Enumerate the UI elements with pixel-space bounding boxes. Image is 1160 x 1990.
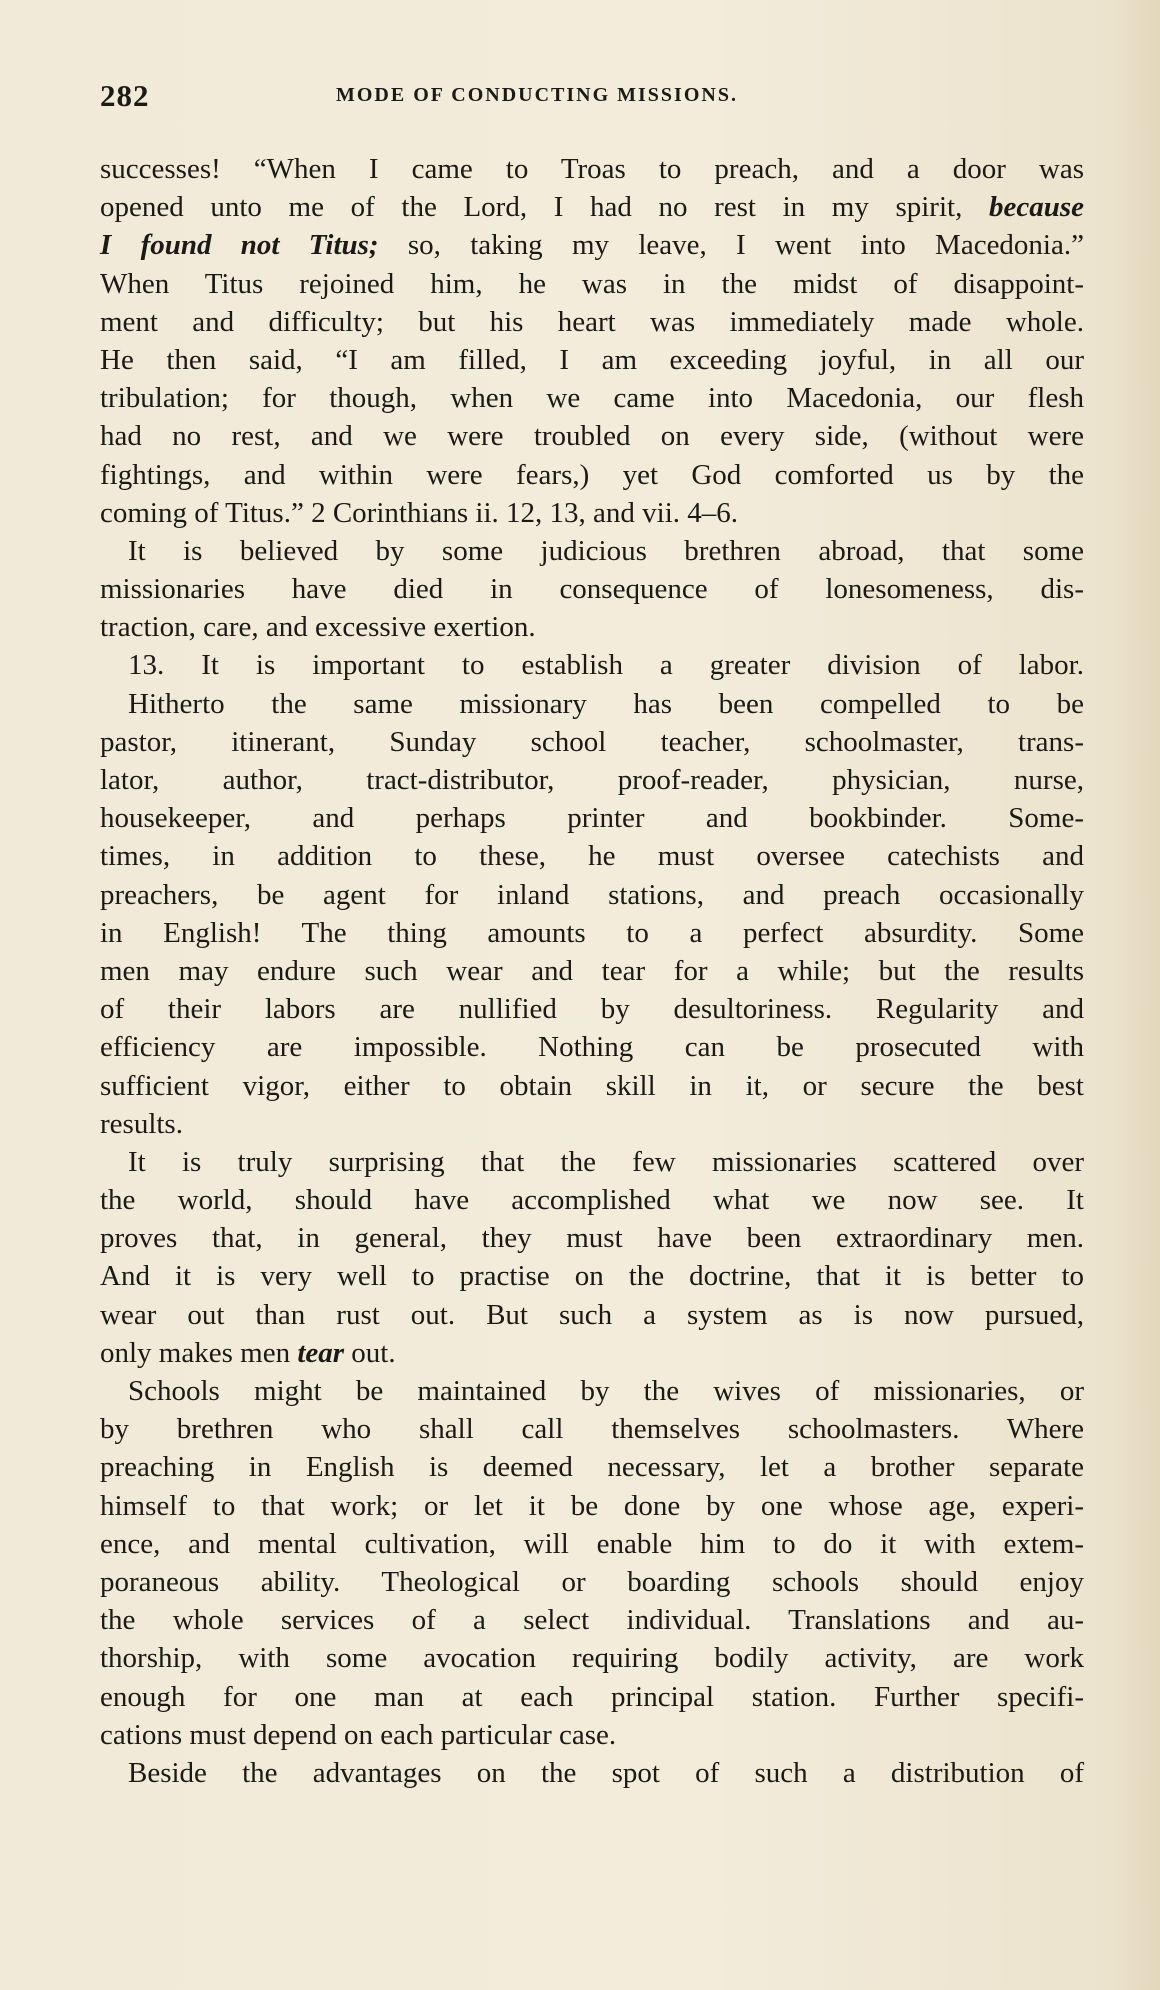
text-line: successes! “When I came to Troas to preach, and a door was [100, 153, 1084, 185]
text-line: of their labors are nullified by desultoriness. Regularity and [100, 993, 1084, 1026]
text-line: housekeeper, and perhaps printer and bookbinder. Some- [100, 802, 1084, 835]
text-line: coming of Titus.” 2 Corinthians ii. 12, 13, and vii. 4–6. [100, 496, 739, 529]
text-segment: so, taking my leave, I went into Macedonia.” [407, 229, 1084, 262]
section-heading: 13. It is important to establish a greater division of labor. [128, 649, 1084, 682]
text-line: missionaries have died in consequence of lonesomeness, dis- [100, 573, 1084, 606]
text-line: preachers, be agent for inland stations, and preach occasionally [100, 878, 1084, 911]
text-line: thorship, with some avocation requiring bodily activity, are work [100, 1642, 1084, 1675]
text-line: wear out than rust out. But such a system as is now pursued, [100, 1298, 1084, 1331]
text-line: It is believed by some judicious brethren abroad, that some [128, 534, 1084, 567]
text-line: himself to that work; or let it be done by one whose age, experi- [100, 1489, 1084, 1522]
text-line: When Titus rejoined him, he was in the midst of disappoint- [100, 267, 1084, 300]
running-head: MODE OF CONDUCTING MISSIONS. [336, 84, 738, 106]
text-line: pastor, itinerant, Sunday school teacher, schoolmaster, trans- [100, 725, 1084, 758]
text-line: traction, care, and excessive exertion. [100, 611, 536, 644]
page-header [100, 72, 1084, 116]
text-segment: only makes men [100, 1336, 291, 1369]
text-line: And it is very well to practise on the doctrine, that it is better to [100, 1260, 1084, 1293]
text-line: sufficient vigor, either to obtain skill in it, or secure the best [100, 1069, 1084, 1102]
text-line: results. [100, 1107, 183, 1140]
text-line: efficiency are impossible. Nothing can be prosecuted with [100, 1031, 1084, 1064]
text-line: by brethren who shall call themselves schoolmasters. Where [100, 1413, 1084, 1446]
body-text [100, 150, 1084, 1792]
text-line: Schools might be maintained by the wives of missionaries, or [128, 1375, 1084, 1407]
text-line: the whole services of a select individual. Translations and au- [100, 1604, 1084, 1637]
text-line [100, 188, 1084, 226]
text-line: men may endure such wear and tear for a while; but the results [100, 954, 1084, 987]
text-line: the world, should have accomplished what we now see. It [100, 1184, 1084, 1217]
text-line: Hitherto the same missionary has been compelled to be [128, 687, 1084, 720]
text-line: cations must depend on each particular case. [100, 1718, 617, 1751]
text-line [100, 1334, 1084, 1372]
text-line: Beside the advantages on the spot of such a distribution of [128, 1756, 1084, 1789]
text-line: in English! The thing amounts to a perfect absurdity. Some [100, 916, 1084, 949]
emphasis-text: I found not Titus; [100, 229, 379, 262]
text-line: It is truly surprising that the few missionaries scattered over [128, 1145, 1084, 1178]
text-line: poraneous ability. Theological or boarding schools should enjoy [100, 1565, 1084, 1598]
text-segment: opened unto me of the Lord, I had no rest in my spirit, [100, 191, 963, 224]
text-line: ence, and mental cultivation, will enable him to do it with extem- [100, 1527, 1084, 1560]
page-number: 282 [100, 78, 150, 113]
text-line: lator, author, tract-distributor, proof-reader, physician, nurse, [100, 764, 1084, 796]
text-line: He then said, “I am filled, I am exceeding joyful, in all our [100, 343, 1084, 376]
text-line: proves that, in general, they must have been extraordinary men. [100, 1222, 1084, 1255]
text-line: tribulation; for though, when we came into Macedonia, our flesh [100, 382, 1084, 415]
text-line: had no rest, and we were troubled on every side, (without were [100, 420, 1084, 453]
text-line: times, in addition to these, he must oversee catechists and [100, 840, 1084, 873]
text-line: enough for one man at each principal station. Further specifi- [100, 1680, 1084, 1713]
emphasis-text: tear [297, 1336, 345, 1369]
text-line [100, 226, 1084, 264]
text-line: fightings, and within were fears,) yet God comforted us by the [100, 458, 1084, 491]
text-line: ment and difficulty; but his heart was immediately made whole. [100, 305, 1084, 338]
text-line: preaching in English is deemed necessary, let a brother separate [100, 1451, 1084, 1484]
text-segment: out. [351, 1336, 396, 1369]
emphasis-text: because [988, 191, 1085, 224]
